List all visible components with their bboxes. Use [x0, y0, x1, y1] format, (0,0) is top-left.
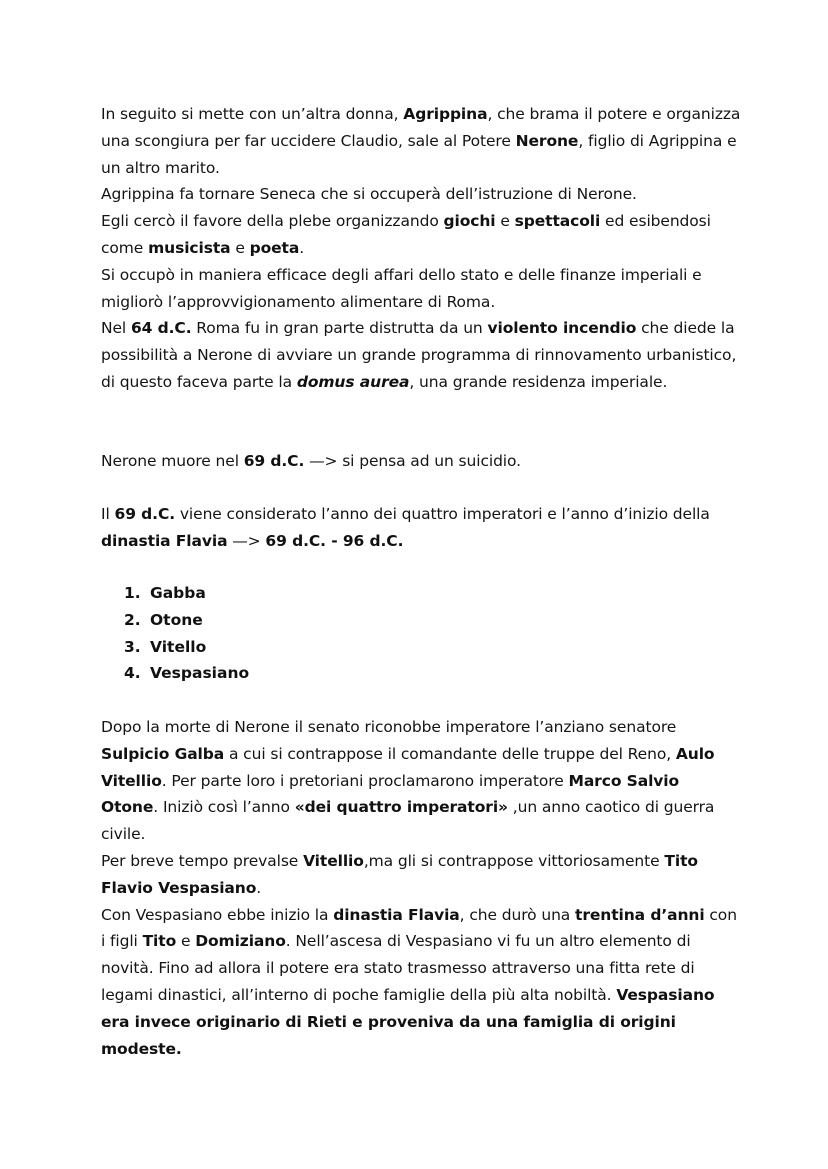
text-run: , che brama il potere e organizza una scongiura per far uccidere Claudio, sale al Potere [101, 105, 741, 150]
text-line [101, 315, 741, 395]
text-run: . [299, 238, 305, 257]
text-run: a cui si contrappose il comandante delle truppe del Reno, [224, 744, 676, 763]
bold-text: trentina d’anni [575, 905, 705, 924]
text-run: Per breve tempo prevalse [101, 851, 304, 870]
text-run: —> [227, 531, 266, 550]
text-run: Dopo la morte di Nerone il senato riconobbe imperatore l’anziano senatore [101, 718, 677, 736]
paragraph-intro [101, 101, 741, 396]
bold-text: Nerone [515, 131, 579, 150]
text-run: Si occupò in maniera efficace degli affari dello stato e delle finanze imperiali e migliorò l’approvvigionamento alimentare di Roma. [101, 265, 702, 311]
bold-text: Vespasiano era invece originario di Rieti e proveniva da una famiglia di origini modeste. [101, 985, 715, 1058]
text-run: viene considerato l’anno dei quattro imperatori e l’anno d’inizio della [175, 505, 710, 523]
text-run: , che durò una [459, 905, 576, 924]
text-line [101, 902, 741, 1063]
text-run: Il [101, 505, 115, 523]
paragraph-year-four-emperors [101, 501, 741, 555]
list-number: 3. [124, 637, 141, 656]
text-run: . Iniziò così l’anno [153, 798, 295, 817]
paragraph-flavian-dynasty [101, 714, 741, 1062]
bold-text: violento incendio [487, 319, 637, 338]
text-run: . [256, 878, 262, 897]
bold-text: Vitellio [303, 851, 364, 870]
text-run: Roma fu in gran parte distrutta da un [191, 319, 488, 338]
bold-text: 64 d.C. [130, 319, 192, 338]
text-line [101, 714, 741, 848]
text-run: . Per parte loro i pretoriani proclamarono imperatore [161, 771, 569, 790]
bold-text: dinastia Flavia [101, 531, 228, 550]
list-item [124, 660, 249, 687]
list-item-label: Gabba [150, 584, 206, 602]
list-item-label: Otone [150, 610, 203, 629]
list-number: 4. [124, 664, 141, 683]
bold-text: Domiziano [195, 932, 286, 951]
text-run: . Nell’ascesa di Vespasiano vi fu un altro elemento di novità. Fino ad allora il potere era stato trasmesso attraverso una fitta rete di legami dinastici, all’interno di poche famiglie della più alta nobiltà. [101, 932, 695, 1004]
bold-text: dinastia Flavia [333, 905, 460, 924]
text-run: Nerone muore nel [101, 452, 244, 470]
text-run: Agrippina fa tornare Seneca che si occuperà dell’istruzione di Nerone. [101, 185, 637, 204]
list-item [124, 580, 249, 607]
text-line [101, 848, 741, 902]
bold-text: Aulo Vitellio [101, 744, 715, 790]
paragraph-nerone-death [101, 448, 741, 475]
bold-text: Tito [142, 932, 177, 951]
bold-text: giochi [443, 212, 496, 231]
emperors-list [124, 580, 249, 687]
text-run: Egli cercò il favore della plebe organizzando [101, 212, 444, 231]
list-item-label: Vespasiano [150, 664, 250, 683]
text-line [101, 181, 741, 208]
text-run: ,ma gli si contrappose vittoriosamente [363, 851, 665, 870]
bold-text: 69 d.C. [243, 452, 305, 470]
bold-text: Marco Salvio Otone [101, 771, 680, 817]
list-item [124, 634, 249, 661]
list-item-label: Vitello [150, 637, 207, 656]
text-run: con i figli [101, 905, 737, 951]
list-number: 1. [124, 584, 141, 602]
bold-text: «dei quattro imperatori» [294, 798, 508, 817]
bold-text: 69 d.C. [114, 505, 176, 523]
text-run: —> si pensa ad un suicidio. [304, 452, 521, 470]
text-line [101, 262, 741, 316]
bold-text: 69 d.C. - 96 d.C. [265, 531, 404, 550]
text-line [101, 448, 741, 475]
text-run: che diede la possibilità a Nerone di avviare un grande programma di rinnovamento urbanistico, di questo faceva parte la [101, 319, 737, 391]
bold-text: poeta [249, 238, 300, 257]
list-item [124, 607, 249, 634]
text-line [101, 208, 741, 262]
text-run: , figlio di Agrippina e un altro marito. [101, 131, 737, 177]
text-run: e [176, 932, 196, 951]
bold-text: Sulpicio Galba [101, 744, 225, 763]
text-run: e [230, 238, 250, 257]
list-number: 2. [124, 610, 141, 629]
text-run: In seguito si mette con un’altra donna, [101, 105, 404, 123]
bold-text: musicista [148, 238, 231, 257]
text-line [101, 101, 741, 181]
bold-text: Tito Flavio Vespasiano [101, 851, 698, 897]
text-run: Nel [101, 319, 131, 338]
text-run: ed esibendosi come [101, 212, 711, 257]
text-run: Con Vespasiano ebbe inizio la [101, 905, 334, 924]
text-line [101, 501, 741, 555]
text-run: e [495, 212, 515, 231]
bold-text: domus aurea [296, 372, 410, 391]
text-run: , una grande residenza imperiale. [409, 372, 668, 391]
bold-text: Agrippina [403, 105, 488, 123]
text-run: ,un anno caotico di guerra civile. [101, 798, 715, 844]
bold-text: spettacoli [514, 212, 601, 231]
